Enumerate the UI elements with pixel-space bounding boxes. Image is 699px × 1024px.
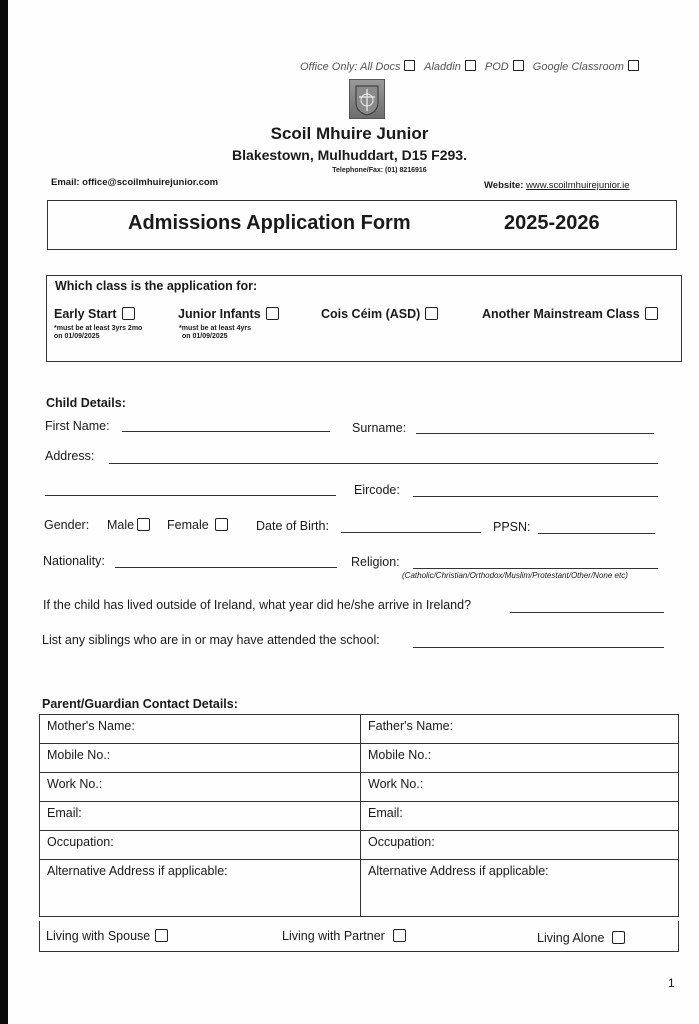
dob-field[interactable] [341, 532, 481, 533]
child-details-heading: Child Details: [46, 396, 126, 410]
table-row [40, 802, 679, 831]
another-mainstream-checkbox[interactable] [645, 307, 658, 320]
mother-mobile-cell[interactable]: Mobile No.: [40, 744, 361, 773]
table-row [40, 860, 679, 917]
school-telephone: Telephone/Fax: (01) 8216916 [332, 167, 427, 174]
office-only-row [300, 60, 645, 73]
gender-female-checkbox[interactable] [215, 518, 228, 531]
gender-female-label: Female [167, 518, 209, 532]
eircode-field[interactable] [413, 496, 658, 497]
office-item-google-classroom: Google Classroom [532, 61, 624, 73]
office-item-all-docs: All Docs [360, 61, 401, 73]
mother-name-cell[interactable]: Mother's Name: [40, 715, 361, 744]
early-start-note: *must be at least 3yrs 2mo on 01/09/2025 [54, 325, 143, 340]
surname-field[interactable] [416, 433, 654, 434]
office-only-label: Office Only: [300, 61, 358, 73]
school-name: Scoil Mhuire Junior [270, 124, 429, 143]
parent-details-heading: Parent/Guardian Contact Details: [42, 697, 238, 711]
option-another-mainstream-label: Another Mainstream Class [482, 307, 640, 321]
option-cois-ceim [321, 307, 438, 321]
ppsn-field[interactable] [538, 533, 655, 534]
office-item-aladdin: Aladdin [424, 61, 461, 73]
gender-male-option [107, 518, 150, 532]
office-item-pod: POD [484, 61, 509, 73]
form-title: Admissions Application Form [128, 212, 411, 234]
table-row [40, 773, 679, 802]
cois-ceim-checkbox[interactable] [425, 307, 438, 320]
office-aladdin-checkbox[interactable] [465, 60, 476, 71]
option-another-mainstream [482, 307, 658, 321]
arrival-year-field[interactable] [510, 612, 664, 613]
office-pod-checkbox[interactable] [513, 60, 524, 71]
table-row [40, 715, 679, 744]
surname-label: Surname: [352, 421, 407, 435]
father-occupation-cell[interactable]: Occupation: [361, 831, 679, 860]
first-name-label: First Name: [45, 419, 110, 433]
ppsn-label: PPSN: [493, 520, 531, 534]
gender-female-option [167, 518, 228, 532]
first-name-field[interactable] [122, 431, 330, 432]
option-early-start-label: Early Start [54, 307, 117, 321]
address-field-line2[interactable] [45, 495, 336, 496]
website-label: Website: [484, 180, 524, 191]
office-google-classroom-checkbox[interactable] [628, 60, 639, 71]
living-spouse-label: Living with Spouse [46, 929, 151, 943]
junior-infants-checkbox[interactable] [266, 307, 279, 320]
option-junior-infants-label: Junior Infants [178, 307, 261, 321]
email-label: Email: [51, 177, 80, 188]
living-partner-option [282, 929, 406, 943]
parent-contact-table [39, 714, 679, 917]
father-email-cell[interactable]: Email: [361, 802, 679, 831]
mother-work-cell[interactable]: Work No.: [40, 773, 361, 802]
office-all-docs-checkbox[interactable] [404, 60, 415, 71]
email-value[interactable]: office@scoilmhuirejunior.com [82, 177, 219, 188]
living-partner-checkbox[interactable] [393, 929, 406, 942]
father-mobile-cell[interactable]: Mobile No.: [361, 744, 679, 773]
living-alone-label: Living Alone [537, 931, 605, 945]
living-alone-checkbox[interactable] [612, 931, 625, 944]
living-alone-option [537, 931, 625, 945]
mother-email-cell[interactable]: Email: [40, 802, 361, 831]
mother-alt-address-cell[interactable]: Alternative Address if applicable: [40, 860, 361, 917]
class-question: Which class is the application for: [55, 279, 258, 293]
eircode-label: Eircode: [354, 483, 400, 497]
table-row [40, 831, 679, 860]
outside-ireland-label: If the child has lived outside of Ireland, what year did he/she arrive in Ireland? [43, 598, 472, 612]
table-row [40, 744, 679, 773]
website-link[interactable]: www.scoilmhuirejunior.ie [526, 180, 630, 191]
father-name-cell[interactable]: Father's Name: [361, 715, 679, 744]
form-year: 2025-2026 [504, 212, 600, 234]
religion-field[interactable] [413, 568, 658, 569]
page-number: 1 [668, 976, 675, 990]
gender-label: Gender: [44, 518, 90, 532]
nationality-field[interactable] [115, 567, 337, 568]
living-arrangement-row [39, 921, 679, 952]
address-field-line1[interactable] [109, 463, 658, 464]
siblings-label: List any siblings who are in or may have attended the school: [42, 633, 380, 647]
living-spouse-option [46, 929, 168, 943]
gender-male-label: Male [107, 518, 135, 532]
option-early-start [54, 307, 135, 321]
option-junior-infants [178, 307, 279, 321]
religion-label: Religion: [351, 555, 400, 569]
school-email [51, 177, 218, 188]
living-partner-label: Living with Partner [282, 929, 385, 943]
address-label: Address: [45, 449, 95, 463]
mother-occupation-cell[interactable]: Occupation: [40, 831, 361, 860]
dob-label: Date of Birth: [256, 519, 329, 533]
school-address: Blakestown, Mulhuddart, D15 F293. [232, 147, 467, 163]
school-crest-logo [349, 79, 385, 119]
siblings-field[interactable] [413, 647, 664, 648]
school-website [484, 180, 630, 191]
religion-hint: (Catholic/Christian/Orthodox/Muslim/Protestant/Other/None etc) [402, 571, 628, 580]
nationality-label: Nationality: [43, 554, 105, 568]
form-title-box [47, 200, 677, 250]
living-spouse-checkbox[interactable] [155, 929, 168, 942]
junior-infants-note: *must be at least 4yrs on 01/09/2025 [179, 325, 251, 340]
father-work-cell[interactable]: Work No.: [361, 773, 679, 802]
father-alt-address-cell[interactable]: Alternative Address if applicable: [361, 860, 679, 917]
early-start-checkbox[interactable] [122, 307, 135, 320]
gender-male-checkbox[interactable] [137, 518, 150, 531]
class-selection-box [46, 275, 682, 362]
option-cois-ceim-label: Cois Céim (ASD) [321, 307, 421, 321]
